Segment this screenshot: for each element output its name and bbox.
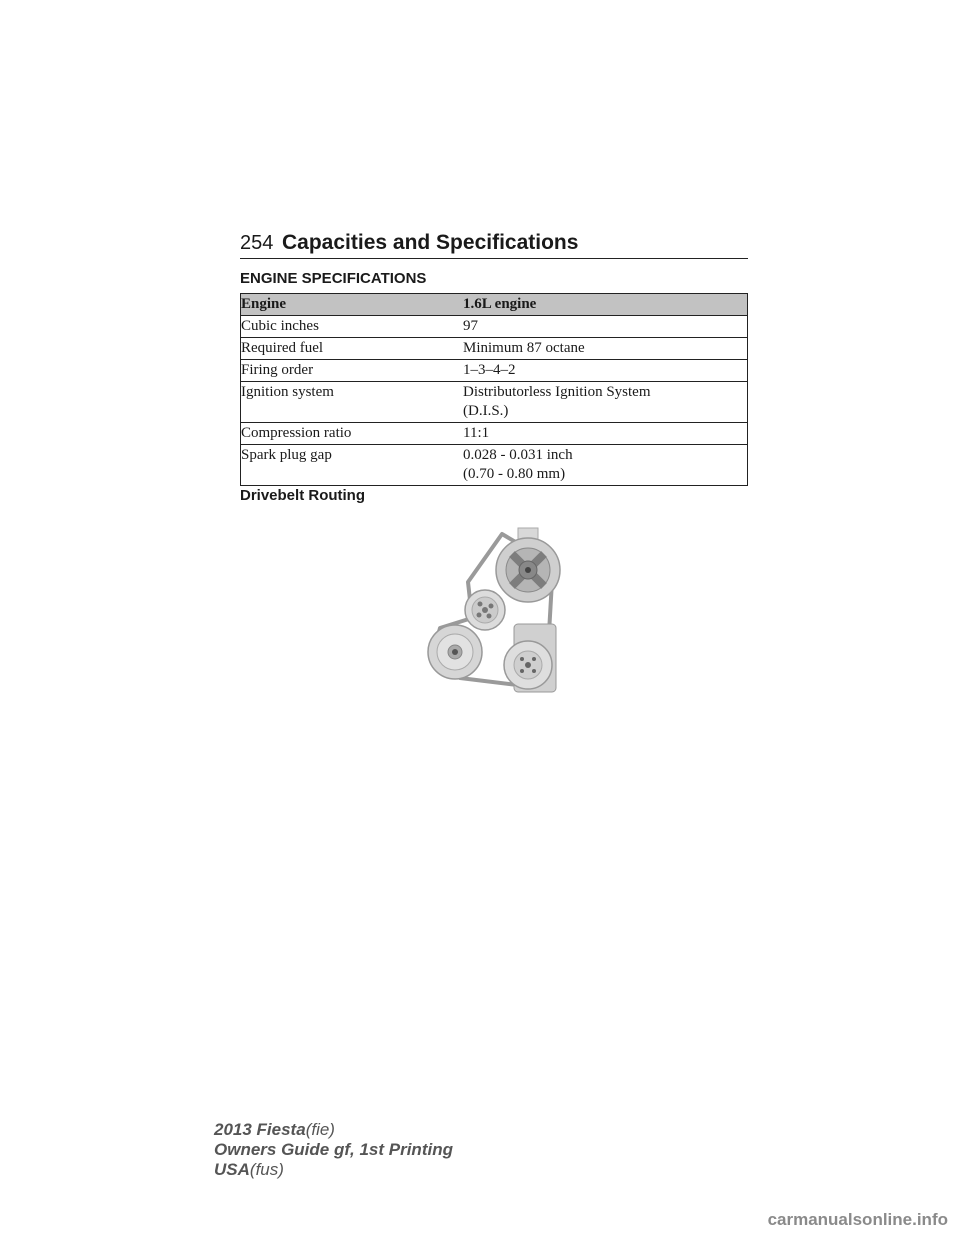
column-header-engine: Engine (241, 294, 460, 316)
row-label: Compression ratio (241, 423, 460, 445)
row-value: 1–3–4–2 (459, 360, 748, 382)
table-row (241, 382, 748, 423)
footer-model-line: 2013 Fiesta(fie) (214, 1120, 335, 1139)
alternator-pulley (496, 528, 560, 602)
row-label: Firing order (241, 360, 460, 382)
engine-specs-table (240, 293, 748, 486)
page-number: 254 (240, 232, 274, 254)
row-value: Distributorless Ignition System (D.I.S.) (459, 382, 748, 423)
drivebelt-routing-heading: Drivebelt Routing (240, 487, 366, 504)
page-header (240, 230, 748, 259)
chapter-title: Capacities and Specifications (282, 231, 579, 254)
row-value: 11:1 (459, 423, 748, 445)
row-label: Spark plug gap (241, 445, 460, 486)
footer-guide-line: Owners Guide gf, 1st Printing (214, 1140, 453, 1159)
table-row (241, 316, 748, 338)
row-value: 0.028 - 0.031 inch (0.70 - 0.80 mm) (459, 445, 748, 486)
table-row (241, 338, 748, 360)
table-row (241, 423, 748, 445)
table-header-row (241, 294, 748, 316)
row-value: Minimum 87 octane (459, 338, 748, 360)
row-label: Required fuel (241, 338, 460, 360)
row-value: 97 (459, 316, 748, 338)
crankshaft-pulley (428, 625, 482, 679)
table-row (241, 360, 748, 382)
row-label: Ignition system (241, 382, 460, 423)
watermark: carmanualsonline.info (767, 1210, 948, 1229)
drivebelt-routing-diagram (420, 520, 570, 700)
section-title: ENGINE SPECIFICATIONS (240, 270, 427, 287)
idler-pulley (465, 590, 505, 630)
ac-compressor-pulley (504, 624, 556, 692)
page-footer (214, 1120, 453, 1180)
row-label: Cubic inches (241, 316, 460, 338)
column-header-engine-type: 1.6L engine (459, 294, 748, 316)
table-row (241, 445, 748, 486)
footer-region-line: USA(fus) (214, 1160, 284, 1179)
